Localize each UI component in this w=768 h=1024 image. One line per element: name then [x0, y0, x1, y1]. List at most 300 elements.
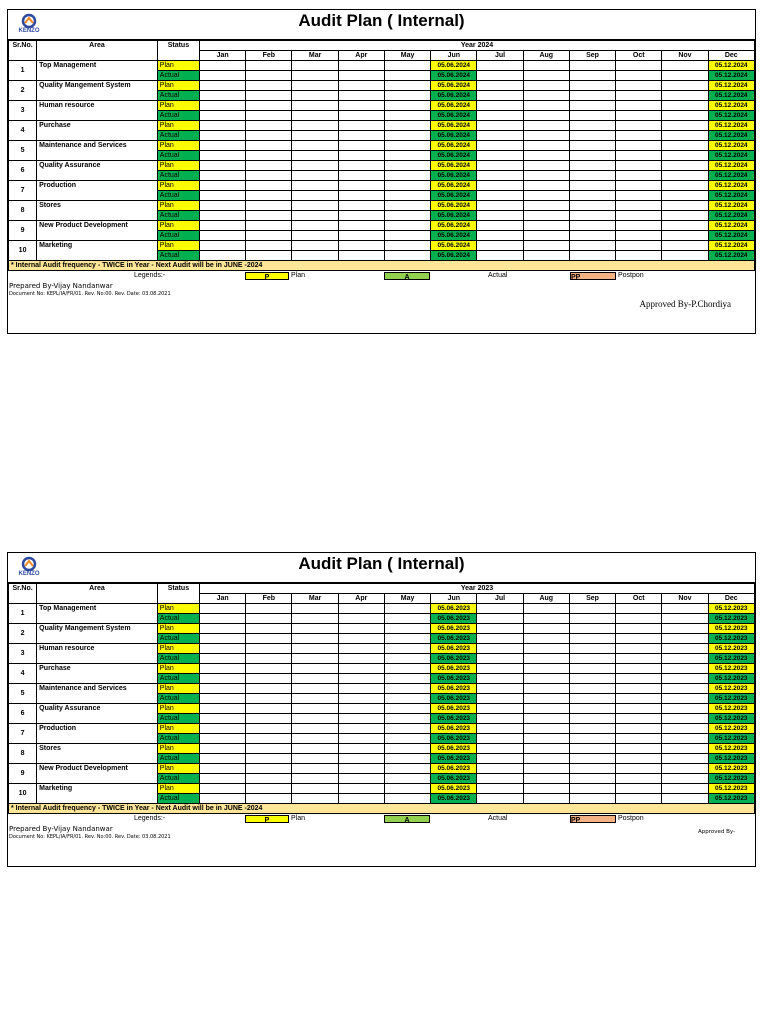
empty-cell	[338, 784, 384, 794]
area-name: New Product Development	[37, 764, 158, 784]
empty-cell	[292, 794, 338, 804]
empty-cell	[523, 101, 569, 111]
empty-cell	[616, 784, 662, 794]
jun-actual-date: 05.06.2023	[431, 714, 477, 724]
empty-cell	[200, 624, 246, 634]
sr-no: 10	[9, 241, 37, 261]
empty-cell	[338, 181, 384, 191]
jun-plan-date: 05.06.2024	[431, 81, 477, 91]
empty-cell	[616, 101, 662, 111]
jun-actual-date: 05.06.2023	[431, 614, 477, 624]
empty-cell	[569, 794, 615, 804]
empty-cell	[477, 81, 523, 91]
empty-cell	[616, 764, 662, 774]
empty-cell	[569, 191, 615, 201]
document-number: Document No: KEPL/IA/FR/01. Rev. No:00. Rev. Date: 03.08.2021	[9, 291, 171, 297]
empty-cell	[569, 704, 615, 714]
empty-cell	[477, 794, 523, 804]
empty-cell	[616, 704, 662, 714]
empty-cell	[569, 774, 615, 784]
empty-cell	[338, 684, 384, 694]
empty-cell	[246, 614, 292, 624]
empty-cell	[616, 674, 662, 684]
status-actual: Actual	[157, 131, 199, 141]
empty-cell	[292, 231, 338, 241]
empty-cell	[662, 121, 708, 131]
sr-no: 7	[9, 181, 37, 201]
empty-cell	[477, 161, 523, 171]
table-row	[9, 664, 755, 674]
empty-cell	[569, 61, 615, 71]
empty-cell	[477, 654, 523, 664]
empty-cell	[384, 201, 430, 211]
empty-cell	[246, 91, 292, 101]
empty-cell	[569, 604, 615, 614]
empty-cell	[292, 111, 338, 121]
empty-cell	[662, 211, 708, 221]
empty-cell	[569, 251, 615, 261]
legend-actual-swatch: A	[384, 815, 430, 823]
empty-cell	[292, 131, 338, 141]
dec-actual-date: 05.12.2024	[708, 131, 754, 141]
empty-cell	[246, 674, 292, 684]
empty-cell	[292, 81, 338, 91]
jun-plan-date: 05.06.2023	[431, 664, 477, 674]
empty-cell	[246, 151, 292, 161]
empty-cell	[246, 714, 292, 724]
empty-cell	[246, 684, 292, 694]
empty-cell	[292, 161, 338, 171]
jun-plan-date: 05.06.2023	[431, 784, 477, 794]
jun-actual-date: 05.06.2023	[431, 674, 477, 684]
empty-cell	[384, 231, 430, 241]
jun-plan-date: 05.06.2024	[431, 161, 477, 171]
table-row	[9, 181, 755, 191]
sr-no: 1	[9, 61, 37, 81]
jun-plan-date: 05.06.2023	[431, 704, 477, 714]
empty-cell	[477, 211, 523, 221]
jun-plan-date: 05.06.2024	[431, 121, 477, 131]
empty-cell	[523, 211, 569, 221]
status-actual: Actual	[157, 754, 199, 764]
empty-cell	[246, 624, 292, 634]
dec-plan-date: 05.12.2024	[708, 61, 754, 71]
empty-cell	[662, 774, 708, 784]
empty-cell	[616, 131, 662, 141]
empty-cell	[616, 171, 662, 181]
sr-no: 9	[9, 764, 37, 784]
empty-cell	[477, 121, 523, 131]
empty-cell	[246, 754, 292, 764]
empty-cell	[477, 191, 523, 201]
empty-cell	[523, 151, 569, 161]
empty-cell	[246, 141, 292, 151]
empty-cell	[523, 694, 569, 704]
empty-cell	[616, 754, 662, 764]
table-row	[9, 141, 755, 151]
sheet-footer	[8, 824, 755, 844]
empty-cell	[523, 784, 569, 794]
area-name: Quality Mangement System	[37, 81, 158, 101]
empty-cell	[477, 644, 523, 654]
audit-frequency-note: * Internal Audit frequency - TWICE in Year - Next Audit will be in JUNE -2024	[9, 804, 755, 814]
empty-cell	[616, 251, 662, 261]
empty-cell	[523, 654, 569, 664]
empty-cell	[616, 241, 662, 251]
jun-plan-date: 05.06.2023	[431, 744, 477, 754]
audit-frequency-note: * Internal Audit frequency - TWICE in Year - Next Audit will be in JUNE -2024	[9, 261, 755, 271]
empty-cell	[662, 714, 708, 724]
empty-cell	[200, 241, 246, 251]
status-actual: Actual	[157, 171, 199, 181]
year-header: Year 2024	[200, 41, 755, 51]
empty-cell	[292, 61, 338, 71]
empty-cell	[569, 644, 615, 654]
status-plan: Plan	[157, 744, 199, 754]
legend-postpone-text: Postpon	[618, 815, 644, 822]
status-plan: Plan	[157, 624, 199, 634]
dec-plan-date: 05.12.2023	[708, 764, 754, 774]
empty-cell	[384, 794, 430, 804]
empty-cell	[662, 674, 708, 684]
empty-cell	[384, 241, 430, 251]
month-header: Oct	[616, 594, 662, 604]
sr-no: 2	[9, 624, 37, 644]
empty-cell	[662, 241, 708, 251]
month-header: Feb	[246, 594, 292, 604]
status-plan: Plan	[157, 764, 199, 774]
area-name: Marketing	[37, 784, 158, 804]
empty-cell	[616, 614, 662, 624]
empty-cell	[523, 634, 569, 644]
table-row	[9, 704, 755, 714]
audit-plan-sheet-2023	[7, 552, 756, 867]
prepared-by: Prepared By-Vijay Nandanwar	[9, 825, 113, 833]
empty-cell	[338, 734, 384, 744]
empty-cell	[569, 241, 615, 251]
empty-cell	[569, 784, 615, 794]
empty-cell	[338, 91, 384, 101]
sr-no: 5	[9, 684, 37, 704]
empty-cell	[292, 101, 338, 111]
month-header: Sep	[569, 594, 615, 604]
month-header: Aug	[523, 51, 569, 61]
legend-plan-swatch: P	[245, 815, 289, 823]
empty-cell	[292, 201, 338, 211]
empty-cell	[200, 604, 246, 614]
empty-cell	[616, 684, 662, 694]
sr-no: 6	[9, 161, 37, 181]
empty-cell	[523, 221, 569, 231]
status-actual: Actual	[157, 151, 199, 161]
jun-plan-date: 05.06.2023	[431, 724, 477, 734]
dec-plan-date: 05.12.2024	[708, 181, 754, 191]
empty-cell	[384, 131, 430, 141]
empty-cell	[384, 111, 430, 121]
empty-cell	[523, 664, 569, 674]
empty-cell	[246, 111, 292, 121]
month-header: Mar	[292, 51, 338, 61]
empty-cell	[384, 664, 430, 674]
empty-cell	[569, 221, 615, 231]
empty-cell	[292, 734, 338, 744]
table-row	[9, 101, 755, 111]
empty-cell	[569, 131, 615, 141]
jun-plan-date: 05.06.2023	[431, 624, 477, 634]
jun-actual-date: 05.06.2024	[431, 191, 477, 201]
dec-actual-date: 05.12.2023	[708, 694, 754, 704]
status-plan: Plan	[157, 181, 199, 191]
jun-plan-date: 05.06.2024	[431, 221, 477, 231]
empty-cell	[384, 784, 430, 794]
empty-cell	[477, 604, 523, 614]
jun-plan-date: 05.06.2023	[431, 684, 477, 694]
empty-cell	[292, 684, 338, 694]
empty-cell	[662, 604, 708, 614]
table-row	[9, 221, 755, 231]
empty-cell	[384, 81, 430, 91]
empty-cell	[338, 724, 384, 734]
empty-cell	[477, 674, 523, 684]
empty-cell	[662, 151, 708, 161]
jun-actual-date: 05.06.2023	[431, 654, 477, 664]
empty-cell	[569, 171, 615, 181]
area-name: Human resource	[37, 101, 158, 121]
empty-cell	[616, 794, 662, 804]
empty-cell	[338, 794, 384, 804]
empty-cell	[662, 141, 708, 151]
empty-cell	[292, 121, 338, 131]
empty-cell	[569, 744, 615, 754]
empty-cell	[662, 231, 708, 241]
empty-cell	[338, 101, 384, 111]
empty-cell	[200, 221, 246, 231]
empty-cell	[662, 61, 708, 71]
status-header: Status	[157, 584, 199, 604]
empty-cell	[662, 664, 708, 674]
sr-no: 4	[9, 664, 37, 684]
status-plan: Plan	[157, 644, 199, 654]
empty-cell	[246, 654, 292, 664]
status-plan: Plan	[157, 724, 199, 734]
jun-actual-date: 05.06.2023	[431, 634, 477, 644]
jun-actual-date: 05.06.2023	[431, 694, 477, 704]
status-plan: Plan	[157, 121, 199, 131]
empty-cell	[523, 61, 569, 71]
jun-actual-date: 05.06.2024	[431, 251, 477, 261]
empty-cell	[292, 251, 338, 261]
empty-cell	[292, 784, 338, 794]
status-actual: Actual	[157, 694, 199, 704]
empty-cell	[200, 211, 246, 221]
empty-cell	[616, 121, 662, 131]
empty-cell	[523, 161, 569, 171]
empty-cell	[338, 614, 384, 624]
status-actual: Actual	[157, 251, 199, 261]
dec-plan-date: 05.12.2023	[708, 664, 754, 674]
empty-cell	[616, 141, 662, 151]
empty-cell	[662, 644, 708, 654]
area-name: Purchase	[37, 121, 158, 141]
empty-cell	[477, 614, 523, 624]
sr-no: 7	[9, 724, 37, 744]
empty-cell	[616, 191, 662, 201]
empty-cell	[477, 141, 523, 151]
empty-cell	[477, 714, 523, 724]
empty-cell	[338, 774, 384, 784]
empty-cell	[384, 734, 430, 744]
empty-cell	[569, 151, 615, 161]
empty-cell	[616, 714, 662, 724]
empty-cell	[569, 141, 615, 151]
dec-actual-date: 05.12.2023	[708, 654, 754, 664]
logo-text: KENZO	[18, 571, 40, 577]
month-header: Oct	[616, 51, 662, 61]
approved-by: Approved By-	[697, 829, 735, 835]
logo-text: KENZO	[18, 28, 40, 34]
empty-cell	[338, 654, 384, 664]
empty-cell	[338, 161, 384, 171]
empty-cell	[292, 624, 338, 634]
sr-no: 9	[9, 221, 37, 241]
legend-postpone-text: Postpon	[618, 272, 644, 279]
empty-cell	[662, 81, 708, 91]
empty-cell	[662, 111, 708, 121]
empty-cell	[662, 71, 708, 81]
table-row	[9, 784, 755, 794]
table-row	[9, 61, 755, 71]
dec-actual-date: 05.12.2024	[708, 231, 754, 241]
jun-actual-date: 05.06.2023	[431, 754, 477, 764]
area-name: Quality Mangement System	[37, 624, 158, 644]
dec-actual-date: 05.12.2024	[708, 91, 754, 101]
legend-actual-text: Actual	[488, 272, 508, 279]
empty-cell	[523, 714, 569, 724]
empty-cell	[477, 664, 523, 674]
empty-cell	[523, 734, 569, 744]
jun-plan-date: 05.06.2023	[431, 644, 477, 654]
empty-cell	[200, 171, 246, 181]
empty-cell	[246, 634, 292, 644]
empty-cell	[662, 784, 708, 794]
empty-cell	[338, 764, 384, 774]
month-header: Jan	[200, 51, 246, 61]
dec-actual-date: 05.12.2023	[708, 634, 754, 644]
empty-cell	[338, 171, 384, 181]
empty-cell	[246, 644, 292, 654]
status-plan: Plan	[157, 241, 199, 251]
empty-cell	[523, 171, 569, 181]
empty-cell	[616, 744, 662, 754]
dec-plan-date: 05.12.2023	[708, 724, 754, 734]
empty-cell	[246, 724, 292, 734]
month-header: Jan	[200, 594, 246, 604]
table-row	[9, 161, 755, 171]
table-row	[9, 684, 755, 694]
jun-actual-date: 05.06.2024	[431, 91, 477, 101]
jun-plan-date: 05.06.2024	[431, 241, 477, 251]
dec-actual-date: 05.12.2023	[708, 714, 754, 724]
empty-cell	[246, 664, 292, 674]
empty-cell	[616, 111, 662, 121]
area-name: Stores	[37, 201, 158, 221]
empty-cell	[246, 251, 292, 261]
empty-cell	[523, 774, 569, 784]
empty-cell	[616, 774, 662, 784]
empty-cell	[246, 121, 292, 131]
empty-cell	[200, 61, 246, 71]
empty-cell	[477, 754, 523, 764]
status-actual: Actual	[157, 111, 199, 121]
table-row	[9, 744, 755, 754]
dec-actual-date: 05.12.2024	[708, 171, 754, 181]
empty-cell	[384, 624, 430, 634]
page-title: Audit Plan ( Internal)	[298, 11, 465, 30]
empty-cell	[246, 774, 292, 784]
empty-cell	[246, 61, 292, 71]
legend-actual-text: Actual	[488, 815, 508, 822]
empty-cell	[246, 734, 292, 744]
empty-cell	[246, 744, 292, 754]
area-header: Area	[37, 584, 158, 604]
area-name: Quality Assurance	[37, 161, 158, 181]
empty-cell	[662, 654, 708, 664]
dec-plan-date: 05.12.2024	[708, 161, 754, 171]
sheet-header	[8, 10, 755, 40]
empty-cell	[662, 161, 708, 171]
empty-cell	[246, 221, 292, 231]
status-plan: Plan	[157, 604, 199, 614]
empty-cell	[569, 91, 615, 101]
empty-cell	[200, 201, 246, 211]
jun-actual-date: 05.06.2024	[431, 211, 477, 221]
legend	[8, 271, 755, 281]
empty-cell	[523, 614, 569, 624]
status-actual: Actual	[157, 674, 199, 684]
empty-cell	[200, 644, 246, 654]
empty-cell	[477, 784, 523, 794]
status-actual: Actual	[157, 71, 199, 81]
empty-cell	[200, 181, 246, 191]
dec-actual-date: 05.12.2023	[708, 754, 754, 764]
empty-cell	[616, 231, 662, 241]
empty-cell	[569, 121, 615, 131]
status-plan: Plan	[157, 161, 199, 171]
empty-cell	[616, 694, 662, 704]
empty-cell	[200, 714, 246, 724]
empty-cell	[477, 724, 523, 734]
empty-cell	[523, 111, 569, 121]
note-row	[9, 261, 755, 271]
status-plan: Plan	[157, 141, 199, 151]
dec-plan-date: 05.12.2023	[708, 744, 754, 754]
empty-cell	[384, 714, 430, 724]
empty-cell	[662, 101, 708, 111]
dec-plan-date: 05.12.2023	[708, 784, 754, 794]
jun-actual-date: 05.06.2024	[431, 171, 477, 181]
empty-cell	[477, 171, 523, 181]
sr-no: 3	[9, 101, 37, 121]
dec-plan-date: 05.12.2023	[708, 684, 754, 694]
month-header: Nov	[662, 51, 708, 61]
status-actual: Actual	[157, 211, 199, 221]
empty-cell	[569, 684, 615, 694]
legend-plan-text: Plan	[291, 815, 306, 822]
empty-cell	[246, 81, 292, 91]
empty-cell	[616, 161, 662, 171]
empty-cell	[384, 604, 430, 614]
empty-cell	[477, 61, 523, 71]
